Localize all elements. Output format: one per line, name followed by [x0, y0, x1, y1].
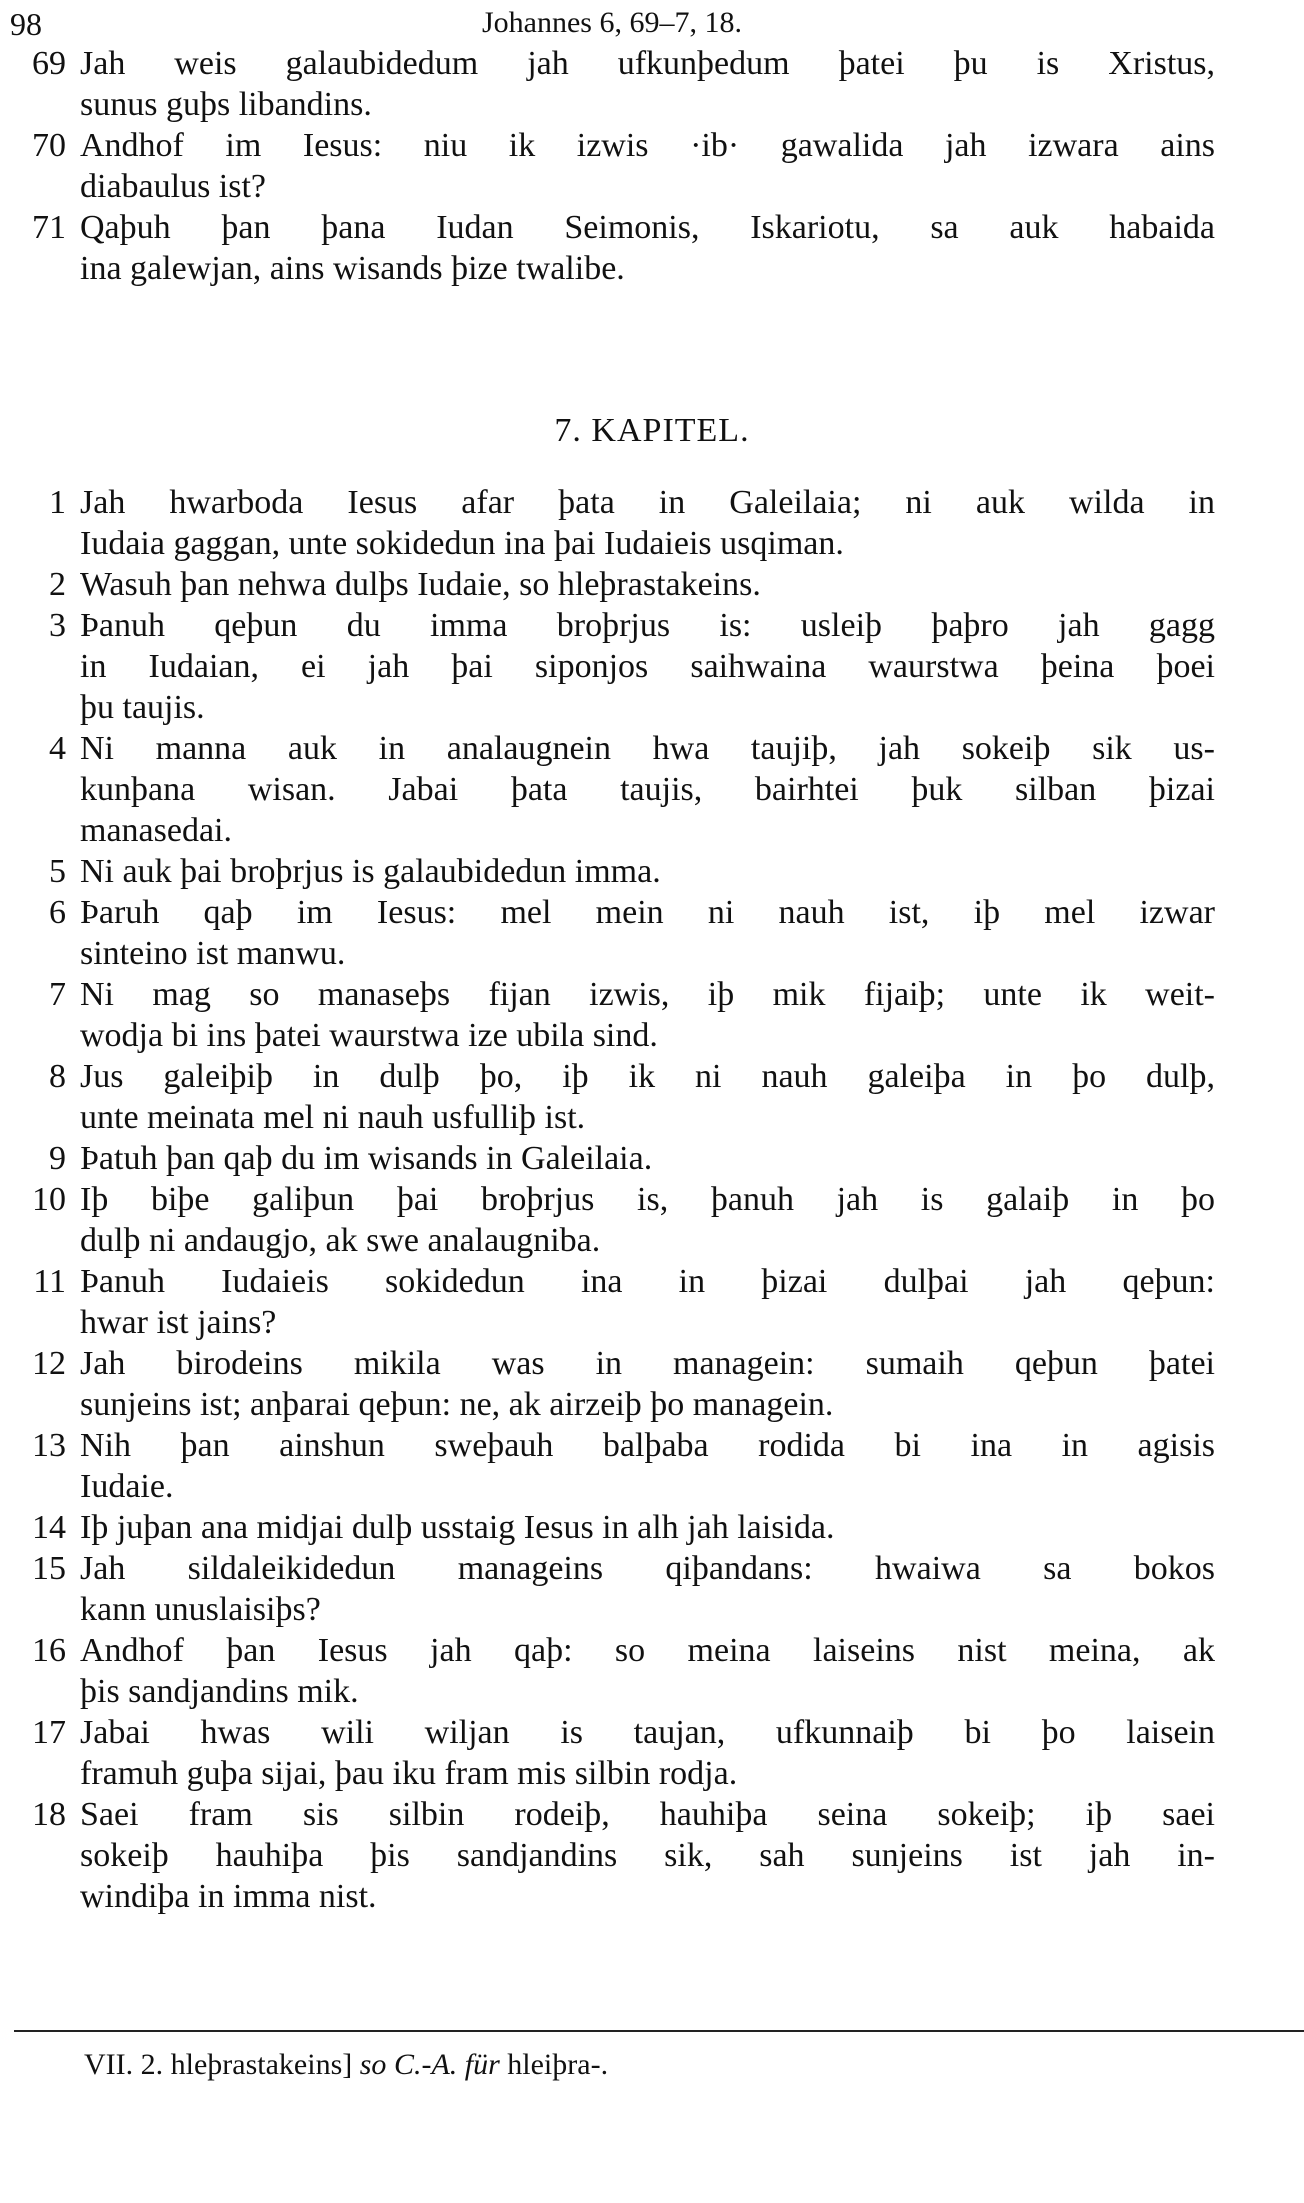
verse [0, 564, 1304, 605]
chapter-heading: 7. KAPITEL. [554, 412, 750, 449]
verse-line-text: Andhof þan Iesus jah qaþ: so meina laiseins nist meina, ak [80, 1632, 1215, 1669]
verse-line-text: Ni auk þai broþrjus is galaubidedun imma. [80, 853, 661, 890]
verse [0, 851, 1304, 892]
verse-line [80, 1835, 1215, 1876]
verses-chapter-7 [0, 482, 1304, 1917]
verse-number: 9 [49, 1140, 66, 1177]
verse-line-text: sinteino ist manwu. [80, 935, 346, 972]
verse-line [80, 482, 1215, 523]
verse-line-text: kunþana wisan. Jabai þata taujis, bairhtei þuk silban þizai [80, 771, 1215, 808]
verse-line-text: Jah weis galaubidedum jah ufkunþedum þatei þu is Xristus, [80, 45, 1215, 82]
verse-number: 1 [49, 484, 66, 521]
verse-line-text: dulþ ni andaugjo, ak swe analaugniba. [80, 1222, 601, 1259]
footnote-source: C.-A. [393, 2048, 458, 2081]
verse-line [80, 687, 1215, 728]
verse-number: 70 [32, 127, 66, 164]
verse-line [80, 1466, 1215, 1507]
verse-line-text: framuh guþa sijai, þau iku fram mis silbin rodja. [80, 1755, 738, 1792]
verse-line [80, 728, 1215, 769]
verse-number: 5 [49, 853, 66, 890]
verse-number: 7 [49, 976, 66, 1013]
verse-number: 17 [32, 1714, 66, 1751]
verse [0, 43, 1304, 125]
verse [0, 1179, 1304, 1261]
verse-line-text: Þaruh qaþ im Iesus: mel mein ni nauh ist, iþ mel izwar [80, 894, 1215, 931]
verse-line-text: unte meinata mel ni nauh usfulliþ ist. [80, 1099, 586, 1136]
verse-line-text: in Iudaian, ei jah þai siponjos saihwaina waurstwa þeina þoei [80, 648, 1215, 685]
verse-number: 15 [32, 1550, 66, 1587]
verse-line-text: sokeiþ hauhiþa þis sandjandins sik, sah sunjeins ist jah in- [80, 1837, 1215, 1874]
verse-line [80, 43, 1215, 84]
verse-number: 6 [49, 894, 66, 931]
verse [0, 207, 1304, 289]
verse-line [80, 933, 1215, 974]
verse-line [80, 84, 1215, 125]
footnote-divider [14, 2030, 1304, 2032]
verse-number: 11 [33, 1263, 66, 1300]
verse [0, 1794, 1304, 1917]
verse-number: 69 [32, 45, 66, 82]
verse-line [80, 1097, 1215, 1138]
page-header [10, 6, 1214, 46]
verse-line [80, 892, 1215, 933]
verse [0, 974, 1304, 1056]
verse-line-text: Ni mag so manaseþs fijan izwis, iþ mik fijaiþ; unte ik weit- [80, 976, 1215, 1013]
verse-line-text: wodja bi ins þatei waurstwa ize ubila sind. [80, 1017, 658, 1054]
verse-line-text: sunus guþs libandins. [80, 86, 372, 123]
verse [0, 1507, 1304, 1548]
verse-line [80, 1548, 1215, 1589]
verse-number: 10 [32, 1181, 66, 1218]
verse-number: 4 [49, 730, 66, 767]
verse-number: 14 [32, 1509, 66, 1546]
verse-line [80, 523, 1215, 564]
verse-number: 2 [49, 566, 66, 603]
verse-line [80, 974, 1215, 1015]
footnote-so: so [359, 2048, 387, 2081]
verse-line [80, 810, 1215, 851]
verse-line-text: Iudaie. [80, 1468, 174, 1505]
verse-line [80, 207, 1215, 248]
verse-number: 16 [32, 1632, 66, 1669]
verse [0, 1548, 1304, 1630]
verse-line-text: Qaþuh þan þana Iudan Seimonis, Iskariotu, sa auk habaida [80, 209, 1215, 246]
verse-line [80, 646, 1215, 687]
verse [0, 1261, 1304, 1343]
verse-line [80, 166, 1215, 207]
verse [0, 892, 1304, 974]
verse [0, 1630, 1304, 1712]
page-number: 98 [10, 6, 42, 42]
verse-line-text: Saei fram sis silbin rodeiþ, hauhiþa seina sokeiþ; iþ saei [80, 1796, 1215, 1833]
verse-number: 13 [32, 1427, 66, 1464]
verse-line [80, 564, 1215, 605]
verse-line [80, 769, 1215, 810]
verse-line-text: þu taujis. [80, 689, 205, 726]
verse-line-text: Jah sildaleikidedun manageins qiþandans: hwaiwa sa bokos [80, 1550, 1215, 1587]
verse-line-text: Jah hwarboda Iesus afar þata in Galeilaia; ni auk wilda in [80, 484, 1215, 521]
verse-line [80, 1507, 1215, 1548]
verse-line-text: Wasuh þan nehwa dulþs Iudaie, so hleþrastakeins. [80, 566, 761, 603]
verse [0, 605, 1304, 728]
verse [0, 482, 1304, 564]
verse [0, 1343, 1304, 1425]
verse-line [80, 1302, 1215, 1343]
verse-line [80, 1876, 1215, 1917]
verse-line [80, 605, 1215, 646]
verse-line [80, 1425, 1215, 1466]
verse-line [80, 1384, 1215, 1425]
footnote-reading: hleiþra-. [507, 2048, 609, 2081]
verses-chapter-6 [0, 43, 1304, 289]
verse-line-text: sunjeins ist; anþarai qeþun: ne, ak airzeiþ þo managein. [80, 1386, 834, 1423]
verse-number: 12 [32, 1345, 66, 1382]
verse [0, 1056, 1304, 1138]
verse-line [80, 1015, 1215, 1056]
verse-line-text: windiþa in imma nist. [80, 1878, 377, 1915]
verse-line-text: Jabai hwas wili wiljan is taujan, ufkunnaiþ bi þo laisein [80, 1714, 1215, 1751]
verse-line [80, 1671, 1215, 1712]
verse-line-text: Jah birodeins mikila was in managein: sumaih qeþun þatei [80, 1345, 1215, 1382]
verse [0, 1712, 1304, 1794]
page-body [0, 43, 1304, 1917]
verse-line [80, 1753, 1215, 1794]
verse-line-text: þis sandjandins mik. [80, 1673, 359, 1710]
verse-line [80, 1630, 1215, 1671]
verse [0, 1138, 1304, 1179]
verse-line [80, 1179, 1215, 1220]
verse-line [80, 1343, 1215, 1384]
verse-line-text: Þanuh qeþun du imma broþrjus is: usleiþ þaþro jah gagg [80, 607, 1215, 644]
verse [0, 728, 1304, 851]
footnote-fur: für [464, 2048, 500, 2081]
verse-line-text: Ni manna auk in analaugnein hwa taujiþ, jah sokeiþ sik us- [80, 730, 1215, 767]
verse-line-text: Nih þan ainshun sweþauh balþaba rodida bi ina in agisis [80, 1427, 1215, 1464]
verse-line-text: Iþ biþe galiþun þai broþrjus is, þanuh jah is galaiþ in þo [80, 1181, 1215, 1218]
verse-line [80, 1138, 1215, 1179]
footnote [84, 2046, 608, 2084]
verse-line-text: hwar ist jains? [80, 1304, 277, 1341]
verse-line-text: ina galewjan, ains wisands þize twalibe. [80, 250, 625, 287]
verse-line-text: manasedai. [80, 812, 232, 849]
running-title: Johannes 6, 69–7, 18. [482, 6, 742, 39]
verse-line-text: Iþ juþan ana midjai dulþ usstaig Iesus in alh jah laisida. [80, 1509, 835, 1546]
verse-line [80, 248, 1215, 289]
verse-line-text: Þatuh þan qaþ du im wisands in Galeilaia. [80, 1140, 653, 1177]
verse-line [80, 1589, 1215, 1630]
verse-line-text: Þanuh Iudaieis sokidedun ina in þizai dulþai jah qeþun: [80, 1263, 1215, 1300]
verse-number: 71 [32, 209, 66, 246]
verse-line-text: Jus galeiþiþ in dulþ þo, iþ ik ni nauh galeiþa in þo dulþ, [80, 1058, 1215, 1095]
verse-line [80, 125, 1215, 166]
verse [0, 125, 1304, 207]
footnote-ref: VII. 2. hleþrastakeins] [84, 2048, 353, 2081]
verse-line-text: diabaulus ist? [80, 168, 267, 205]
verse-number: 8 [49, 1058, 66, 1095]
verse-number: 18 [32, 1796, 66, 1833]
verse-line [80, 1261, 1215, 1302]
verse-line-text: kann unuslaisiþs? [80, 1591, 321, 1628]
verse-line [80, 1056, 1215, 1097]
verse-line [80, 1220, 1215, 1261]
verse-number: 3 [49, 607, 66, 644]
verse [0, 1425, 1304, 1507]
verse-line-text: Andhof im Iesus: niu ik izwis ·ib· gawalida jah izwara ains [80, 127, 1215, 164]
verse-line [80, 1712, 1215, 1753]
verse-line [80, 851, 1215, 892]
verse-line-text: Iudaia gaggan, unte sokidedun ina þai Iudaieis usqiman. [80, 525, 844, 562]
verse-line [80, 1794, 1215, 1835]
